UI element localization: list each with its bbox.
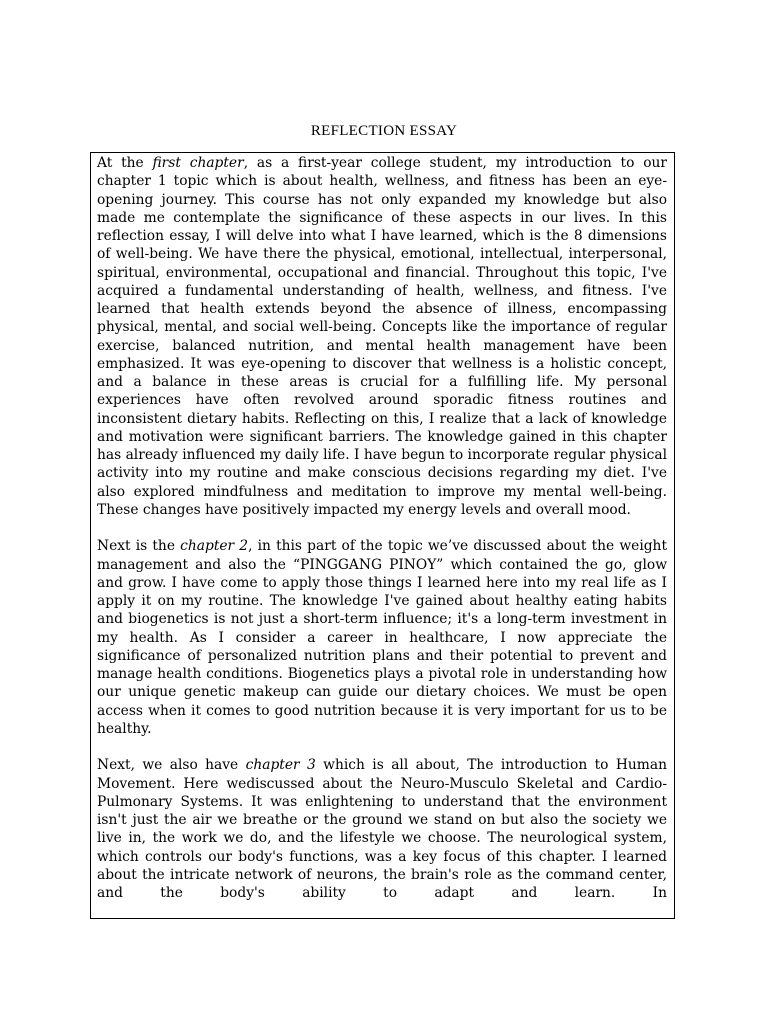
- document-title: REFLECTION ESSAY: [310, 123, 458, 139]
- paragraph-lead: Next is the: [97, 538, 181, 555]
- paragraph-chapter-1: [97, 154, 667, 519]
- paragraph-body: which is all about, The introduction to Human Movement. Here wediscussed about the Neuro-Musculo Skeletal and Cardio-Pulmonary Systems. It was enlightening to understand that the environment isn't just the air we breathe or the ground we stand on but also the society we live in, the work we do, and the lifestyle we choose. The neurological system, which controls our body's functions, was a key focus of this chapter. I learned about the intricate network of neurons, the brain's role as the command center, and the body's ability to adapt and learn. In: [97, 757, 667, 901]
- chapter-reference: chapter 2: [180, 538, 249, 555]
- paragraph-body: , as a first-year college student, my introduction to our chapter 1 topic which is about health, wellness, and fitness has been an eye-opening journey. This course has not only expanded my knowledge but also made me contemplate the significance of these aspects in our lives. In this reflection essay, I will delve into what I have learned, which is the 8 dimensions of well-being. We have there the physical, emotional, intellectual, interpersonal, spiritual, environmental, occupational and financial. Throughout this topic, I've acquired a fundamental understanding of health, wellness, and fitness. I've learned that health extends beyond the absence of illness, encompassing physical, mental, and social well-being. Concepts like the importance of regular exercise, balanced nutrition, and mental health management have been emphasized. It was eye-opening to discover that wellness is a holistic concept, and a balance in these areas is crucial for a fulfilling life. My personal experiences have often revolved around sporadic fitness routines and inconsistent dietary habits. Reflecting on this, I realize that a lack of knowledge and motivation were significant barriers. The knowledge gained in this chapter has already influenced my daily life. I have begun to incorporate regular physical activity into my routine and make conscious decisions regarding my diet. I've also explored mindfulness and meditation to improve my mental well-being. These changes have positively impacted my energy levels and overall mood.: [97, 155, 667, 518]
- chapter-reference: first chapter: [152, 155, 244, 171]
- paragraph-body: , in this part of the topic we’ve discussed about the weight management and also the “PINGGANG PINOY” which contained the go, glow and grow. I have come to apply those things I learned here into my real life as I apply it on my routine. The knowledge I've gained about healthy eating habits and biogenetics is not just a short-term influence; it's a long-term investment in my health. As I consider a career in healthcare, I now appreciate the significance of personalized nutrition plans and their potential to prevent and manage health conditions. Biogenetics plays a pivotal role in understanding how our unique genetic makeup can guide our dietary choices. We must be open access when it comes to good nutrition because it is very important for us to be healthy.: [97, 538, 667, 737]
- paragraph-chapter-3: [97, 756, 667, 902]
- chapter-reference: chapter 3: [245, 757, 316, 774]
- essay-text-box: [90, 152, 675, 919]
- paragraph-chapter-2: [97, 537, 667, 738]
- paragraph-lead: Next, we also have: [97, 757, 246, 774]
- paragraph-lead: At the: [97, 155, 153, 171]
